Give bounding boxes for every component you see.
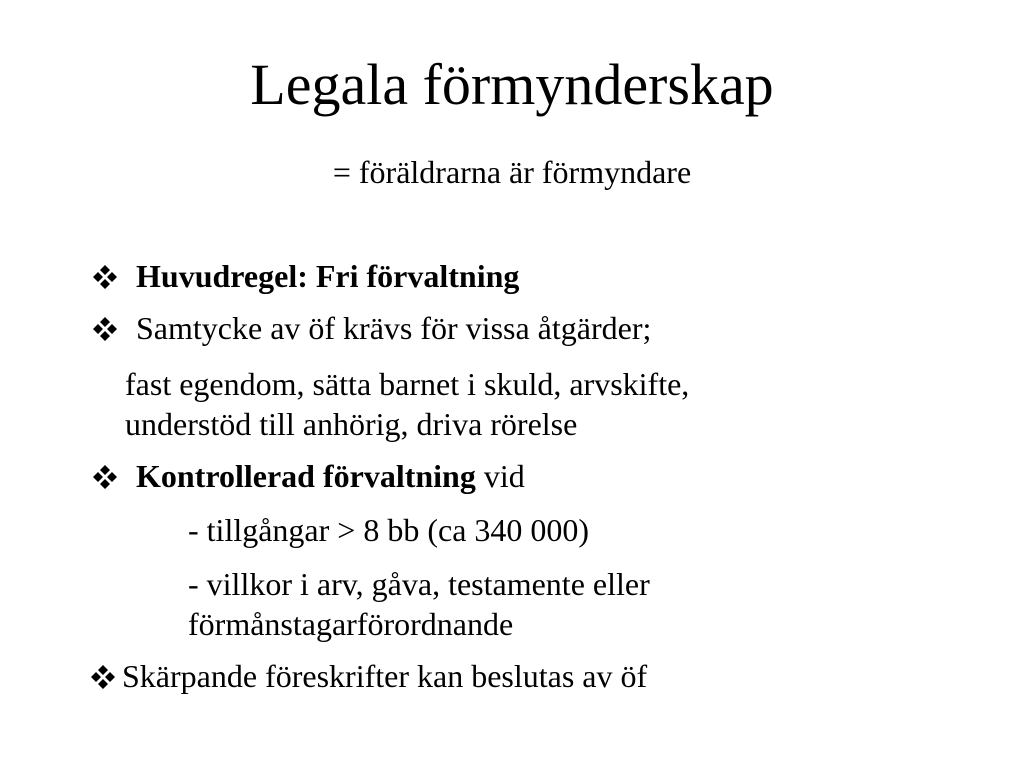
bullet-consent: Samtycke av öf krävs för vissa åtgärder; — [136, 310, 652, 346]
four-diamond-bullet-icon — [88, 460, 122, 494]
four-diamond-bullet-icon — [86, 660, 120, 694]
slide-title: Legala förmynderskap — [250, 52, 774, 117]
consent-detail-line: fast egendom, sätta barnet i skuld, arvskifte, — [125, 366, 690, 402]
controlled-detail-line: - villkor i arv, gåva, testamente eller — [188, 566, 650, 602]
controlled-suffix: vid — [475, 458, 525, 494]
consent-detail-line: understöd till anhörig, driva rörelse — [125, 406, 578, 442]
slide-subtitle: = föräldrarna är förmyndare — [332, 154, 692, 190]
controlled-detail-line: - tillgångar > 8 bb (ca 340 000) — [188, 512, 590, 548]
four-diamond-bullet-icon — [88, 312, 122, 346]
bullet-stricter-rules: Skärpande föreskrifter kan beslutas av öf — [122, 658, 648, 694]
four-diamond-bullet-icon — [88, 260, 122, 294]
bullet-main-rule: Huvudregel: Fri förvaltning — [136, 258, 520, 294]
controlled-detail-line: förmånstagarförordnande — [188, 606, 514, 642]
controlled-label: Kontrollerad förvaltning — [136, 458, 476, 494]
bullet-controlled — [136, 456, 525, 496]
